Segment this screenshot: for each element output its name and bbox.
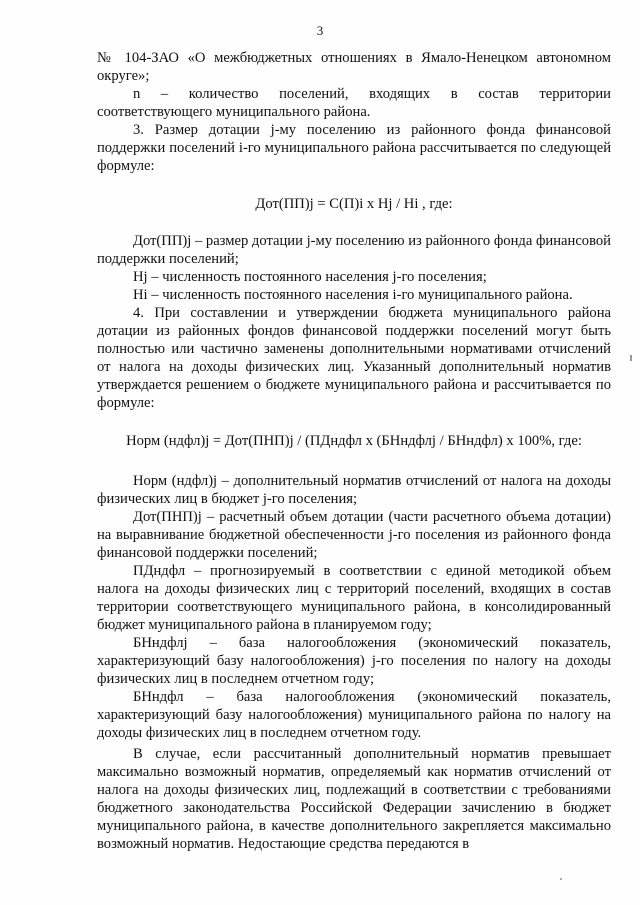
scan-edge-mark: [630, 355, 632, 361]
page-number: 3: [316, 23, 324, 38]
definition-bnndfl: БНндфл – база налогообложения (экономический показатель, характеризующий базу налогообложения) муниципального района по налогу на доходы физических лиц в последнем отчетном году.: [97, 689, 611, 741]
definition-ni: Нi – численность постоянного населения i-го муниципального района.: [133, 287, 573, 303]
definition-bnndfl-j: БНндфлj – база налогообложения (экономический показатель, характеризующий базу налогообложения) j-го поселения по налогу на доходы физических лиц в последнем отчетном году;: [97, 635, 611, 687]
paragraph-excess-norm: В случае, если рассчитанный дополнительный норматив превышает максимально возможный норматив, определяемый как норматив отчислений от налога на доходы физических лиц, подлежащий в соответствии с требованиями бюджетного законодательства Российской Федерации зачислению в бюджет муниципального района, в качестве дополнительного закрепляется максимально возможный норматив. Недостающие средства передаются в: [97, 746, 611, 852]
paragraph-item-3: 3. Размер дотации j-му поселению из районного фонда финансовой поддержки поселений i-го муниципального района рассчитывается по следующей формуле:: [97, 122, 611, 174]
paragraph-law-reference: № 104-ЗАО «О межбюджетных отношениях в Ямало-Ненецком автономном округе»;: [97, 50, 611, 84]
definition-dot-pp: Дот(ПП)j – размер дотации j-му поселению из районного фонда финансовой поддержки поселений;: [97, 233, 611, 267]
paragraph-item-4: 4. При составлении и утверждении бюджета муниципального района дотации из районных фондов финансовой поддержки поселений могут быть полностью или частично заменены дополнительными нормативами отчислений от налога на доходы физических лиц. Указанный дополнительный норматив утверждается решением о бюджете муниципального района и рассчитывается по формуле:: [97, 305, 611, 411]
paragraph-n-definition: n – количество поселений, входящих в состав территории соответствующего муниципального района.: [97, 86, 611, 120]
definition-norm-ndfl: Норм (ндфл)j – дополнительный норматив отчислений от налога на доходы физических лиц в бюджет j-го поселения;: [97, 473, 611, 507]
scan-dot: [560, 878, 562, 880]
formula-norm: [97, 432, 611, 450]
formula-norm-text: Норм (ндфл)j = Дот(ПНП)j / (ПДндфл х (БНндфлj / БНндфл) х 100%, где:: [126, 433, 582, 449]
document-body: [97, 49, 611, 853]
formula-subsidy-text: Дот(ПП)j = С(П)i х Нj / Нi , где:: [255, 196, 453, 212]
formula-subsidy: [97, 195, 611, 213]
definition-dot-pnp: Дот(ПНП)j – расчетный объем дотации (части расчетного объема дотации) на выравнивание бюджетной обеспеченности j-го поселения из районного фонда финансовой поддержки поселений;: [97, 509, 611, 561]
definition-nj: Нj – численность постоянного населения j-го поселения;: [133, 269, 487, 285]
definition-pdndfl: ПДндфл – прогнозируемый в соответствии с единой методикой объем налога на доходы физических лиц с территорий поселений, входящих в состав территории соответствующего муниципального района, в консолидированный бюджет муниципального района в планируемом году;: [97, 563, 611, 633]
